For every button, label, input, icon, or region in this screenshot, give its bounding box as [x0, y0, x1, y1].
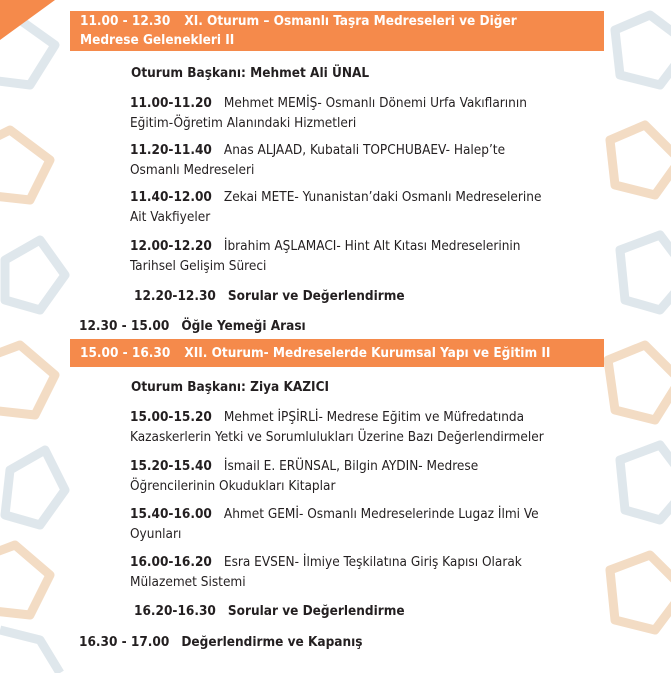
talk-title-line1: Mehmet İPŞİRLİ- Medrese Eğitim ve Müfredatında	[223, 409, 525, 425]
qa-item	[134, 287, 405, 306]
session-header-xii	[70, 339, 604, 367]
talk-title-line1: Zekai METE- Yunanistan’daki Osmanlı Medreselerine	[223, 189, 542, 205]
session-title: XII. Oturum- Medreselerde Kurumsal Yapı ve Eğitim II	[184, 345, 551, 361]
talk-item	[130, 457, 600, 496]
talk-time: 15.00-15.20	[130, 409, 212, 425]
talk-title-line2: Eğitim-Öğretim Alanındaki Hizmetleri	[130, 114, 357, 131]
talk-title-line2: Ait Vakfiyeler	[130, 208, 211, 225]
session-chair: Oturum Başkanı: Mehmet Ali ÜNAL	[131, 65, 370, 81]
talk-item	[130, 505, 600, 544]
talk-title-line2: Kazaskerlerin Yetki ve Sorumlulukları Üzerine Bazı Değerlendirmeler	[130, 428, 544, 445]
session-header-xi	[70, 11, 604, 51]
talk-title-line1: Ahmet GEMİ- Osmanlı Medreselerinde Lugaz İlmi Ve	[223, 506, 539, 522]
session-title-line1: XI. Oturum – Osmanlı Taşra Medreseleri ve Diğer	[184, 13, 517, 29]
qa-item	[134, 602, 405, 621]
talk-title-line1: Esra EVSEN- İlmiye Teşkilatına Giriş Kapısı Olarak	[223, 554, 522, 570]
talk-title-line1: İbrahim AŞLAMACI- Hint Alt Kıtası Medreselerinin	[223, 238, 521, 254]
talk-title-line2: Osmanlı Medreseleri	[130, 161, 255, 178]
lunch-break	[79, 317, 306, 336]
talk-item	[130, 188, 600, 227]
talk-title-line1: İsmail E. ERÜNSAL, Bilgin AYDIN- Medrese	[223, 458, 479, 474]
qa-time: 16.20-16.30	[134, 603, 216, 619]
talk-title-line2: Oyunları	[130, 525, 182, 542]
session-time: 15.00 - 16.30	[80, 345, 171, 361]
talk-title-line1: Mehmet MEMİŞ- Osmanlı Dönemi Urfa Vakıflarının	[223, 95, 527, 111]
talk-title-line1: Anas ALJAAD, Kubatali TOPCHUBAEV- Halep’te	[223, 142, 506, 158]
lunch-time: 12.30 - 15.00	[79, 318, 170, 334]
talk-title-line2: Öğrencilerinin Okudukları Kitaplar	[130, 477, 336, 494]
qa-time: 12.20-12.30	[134, 288, 216, 304]
talk-time: 15.40-16.00	[130, 506, 212, 522]
talk-title-line2: Tarihsel Gelişim Süreci	[130, 257, 267, 274]
qa-label: Sorular ve Değerlendirme	[227, 603, 405, 619]
qa-label: Sorular ve Değerlendirme	[227, 288, 405, 304]
talk-time: 12.00-12.20	[130, 238, 212, 254]
talk-item	[130, 553, 600, 592]
talk-time: 11.00-11.20	[130, 95, 212, 111]
closing-label: Değerlendirme ve Kapanış	[181, 634, 363, 650]
talk-time: 11.40-12.00	[130, 189, 212, 205]
session-title-line2: Medrese Gelenekleri II	[80, 32, 235, 48]
talk-time: 15.20-15.40	[130, 458, 212, 474]
talk-item	[130, 141, 600, 180]
closing-time: 16.30 - 17.00	[79, 634, 170, 650]
session-chair: Oturum Başkanı: Ziya KAZICI	[131, 379, 330, 395]
lunch-label: Öğle Yemeği Arası	[181, 318, 306, 334]
session-time: 11.00 - 12.30	[80, 13, 171, 29]
talk-title-line2: Mülazemet Sistemi	[130, 573, 246, 590]
talk-time: 16.00-16.20	[130, 554, 212, 570]
closing-session	[79, 633, 363, 652]
talk-item	[130, 408, 600, 447]
talk-time: 11.20-11.40	[130, 142, 212, 158]
talk-item	[130, 94, 600, 133]
talk-item	[130, 237, 600, 276]
